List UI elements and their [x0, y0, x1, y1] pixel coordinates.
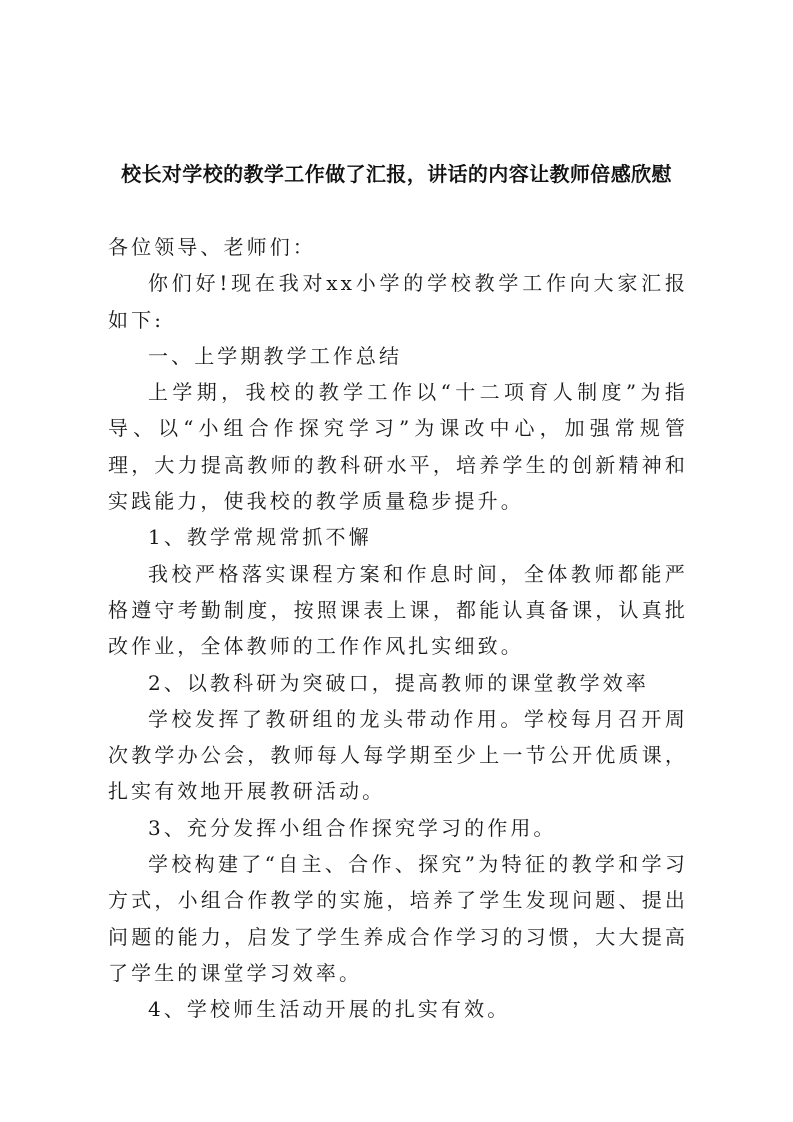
item-heading-2: 2、以教科研为突破口，提高教师的课堂教学效率 [148, 670, 649, 695]
item-paragraph-2: 学校发挥了教研组的龙头带动作用。学校每月召开周次教学办公会，教师每人每学期至少上一节公开优质课，扎实有效地开展教研活动。 [108, 706, 688, 804]
section-heading: 一、上学期教学工作总结 [148, 343, 403, 368]
salutation: 各位领导、老师们： [108, 235, 316, 259]
item-heading-4: 4、学校师生活动开展的扎实有效。 [148, 997, 511, 1022]
document-body [108, 229, 688, 1028]
intro-paragraph: 上学期，我校的教学工作以“十二项育人制度”为指导、以“小组合作探究学习”为课改中心，加强常规管理，大力提高教师的教科研水平，培养学生的创新精神和实践能力，使我校的教学质量稳步提升。 [108, 380, 688, 514]
item-heading-3: 3、充分发挥小组合作探究学习的作用。 [148, 815, 557, 840]
item-heading-1: 1、教学常规常抓不懈 [148, 525, 372, 550]
document-title: 校长对学校的教学工作做了汇报，讲话的内容让教师倍感欣慰 [121, 162, 672, 186]
item-paragraph-1: 我校严格落实课程方案和作息时间，全体教师都能严格遵守考勤制度，按照课表上课，都能认真备课，认真批改作业，全体教师的工作作风扎实细致。 [108, 561, 688, 659]
item-paragraph-3: 学校构建了“自主、合作、探究”为特征的教学和学习方式，小组合作教学的实施，培养了学生发现问题、提出问题的能力，启发了学生养成合作学习的习惯，大大提高了学生的课堂学习效率。 [108, 852, 688, 985]
greeting: 你们好!现在我对xx小学的学校教学工作向大家汇报如下: [108, 271, 688, 332]
